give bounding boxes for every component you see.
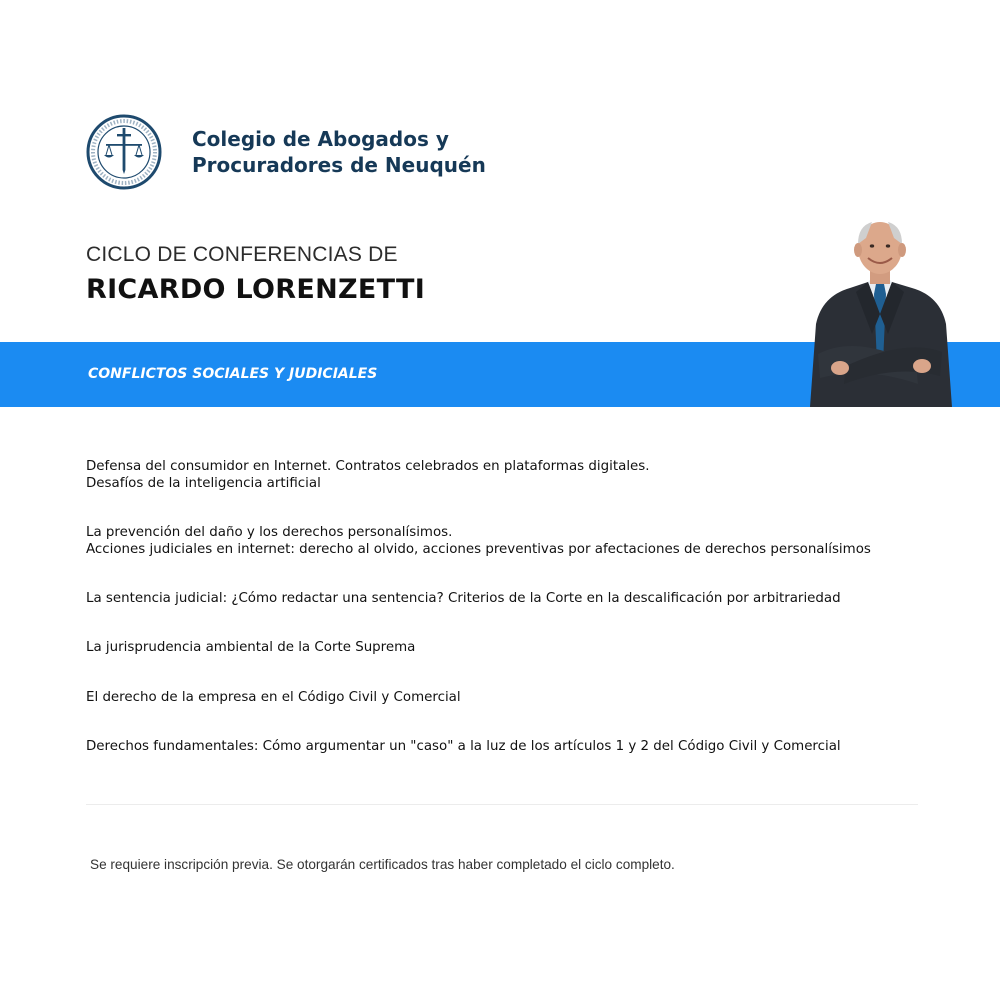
series-label: CICLO DE CONFERENCIAS DE bbox=[86, 243, 398, 266]
topic-line: Acciones judiciales en internet: derecho al olvido, acciones preventivas por afectaciones de derechos personalísimos bbox=[86, 542, 871, 557]
topic-line: La jurisprudencia ambiental de la Corte Suprema bbox=[86, 640, 416, 655]
banner-title: CONFLICTOS SOCIALES Y JUDICIALES bbox=[88, 366, 378, 382]
topic-item bbox=[86, 689, 966, 706]
speaker-name: RICARDO LORENZETTI bbox=[86, 274, 426, 305]
divider bbox=[86, 804, 918, 805]
organization-name-line2: Procuradores de Neuquén bbox=[192, 153, 486, 177]
topic-line: El derecho de la empresa en el Código Civil y Comercial bbox=[86, 690, 461, 705]
topic-line: Defensa del consumidor en Internet. Contratos celebrados en plataformas digitales. bbox=[86, 459, 650, 474]
topic-item bbox=[86, 639, 966, 656]
organization-name-line1: Colegio de Abogados y bbox=[192, 127, 449, 151]
topic-item bbox=[86, 590, 966, 607]
topic-item bbox=[86, 524, 966, 558]
speaker-portrait bbox=[806, 214, 954, 407]
organization-name bbox=[192, 126, 486, 178]
topic-item bbox=[86, 738, 966, 755]
topic-line: La sentencia judicial: ¿Cómo redactar una sentencia? Criterios de la Corte en la descalificación por arbitrariedad bbox=[86, 591, 841, 606]
topic-item bbox=[86, 458, 966, 492]
topic-line: Desafíos de la inteligencia artificial bbox=[86, 476, 321, 491]
topic-line: Derechos fundamentales: Cómo argumentar un "caso" a la luz de los artículos 1 y 2 del Código Civil y Comercial bbox=[86, 739, 841, 754]
topic-line: La prevención del daño y los derechos personalísimos. bbox=[86, 525, 453, 540]
scales-of-justice-seal-icon bbox=[86, 114, 162, 190]
registration-note: Se requiere inscripción previa. Se otorgarán certificados tras haber completado el ciclo completo. bbox=[90, 857, 675, 872]
